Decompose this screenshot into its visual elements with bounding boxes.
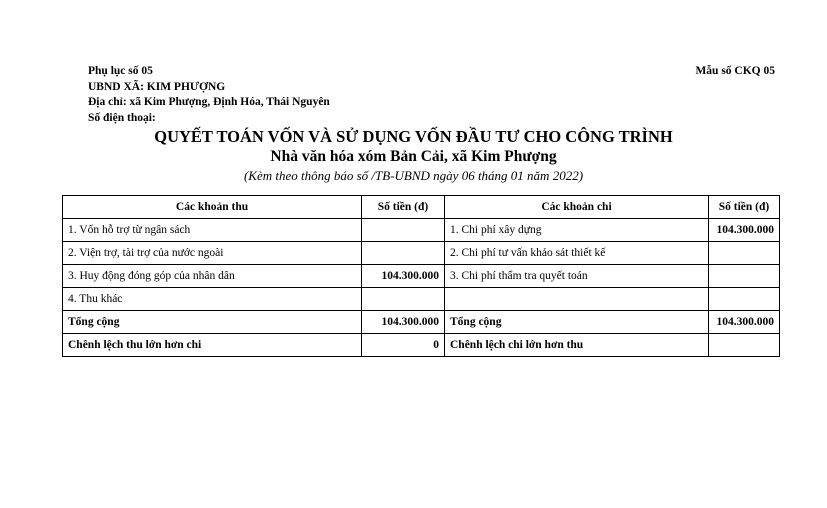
total-row [63,311,780,334]
table-row [63,265,780,288]
income-surplus-label: Chênh lệch thu lớn hơn chi [63,334,362,357]
income-item: 2. Viện trợ, tài trợ của nước ngoài [63,242,362,265]
table-header-row [63,196,780,219]
income-total-label: Tổng cộng [63,311,362,334]
expense-amount: 104.300.000 [709,219,780,242]
income-total-amount: 104.300.000 [362,311,445,334]
settlement-table [62,195,780,357]
expense-item: 2. Chi phí tư vấn khảo sát thiết kế [445,242,709,265]
form-code: Mẫu số CKQ 05 [695,65,775,77]
expense-item: 1. Chi phí xây dựng [445,219,709,242]
table-row [63,242,780,265]
income-amount [362,242,445,265]
expense-amount [709,242,780,265]
expense-item [445,288,709,311]
document-title: QUYẾT TOÁN VỐN VÀ SỬ DỤNG VỐN ĐẦU TƯ CHO CÔNG TRÌNH [154,127,673,146]
expense-amount [709,288,780,311]
expense-amount [709,265,780,288]
header-left [88,64,330,126]
header-expense-items: Các khoản chi [445,196,709,219]
document-subtitle: Nhà văn hóa xóm Bản Cải, xã Kim Phượng [270,148,557,165]
difference-row [63,334,780,357]
agency-phone: Số điện thoại: [88,111,156,124]
header-income-amount: Số tiền (đ) [362,196,445,219]
table-row [63,219,780,242]
table-row [63,288,780,311]
agency-name: UBND XÃ: KIM PHƯỢNG [88,80,226,93]
income-item: 3. Huy động đóng góp của nhân dân [63,265,362,288]
expense-surplus-label: Chênh lệch chi lớn hơn thu [445,334,709,357]
income-item: 4. Thu khác [63,288,362,311]
income-amount [362,288,445,311]
expense-total-amount: 104.300.000 [709,311,780,334]
income-amount [362,219,445,242]
expense-surplus-amount [709,334,780,357]
header-expense-amount: Số tiền (đ) [709,196,780,219]
agency-address: Địa chỉ: xã Kim Phượng, Định Hóa, Thái Nguyên [88,96,330,108]
income-item: 1. Vốn hỗ trợ từ ngân sách [63,219,362,242]
appendix-label: Phụ lục số 05 [88,65,153,77]
income-amount: 104.300.000 [362,265,445,288]
document-note: (Kèm theo thông báo số /TB-UBND ngày 06 tháng 01 năm 2022) [243,168,584,183]
income-surplus-amount: 0 [362,334,445,357]
header-income-items: Các khoản thu [63,196,362,219]
expense-total-label: Tổng cộng [445,311,709,334]
expense-item: 3. Chi phí thẩm tra quyết toán [445,265,709,288]
